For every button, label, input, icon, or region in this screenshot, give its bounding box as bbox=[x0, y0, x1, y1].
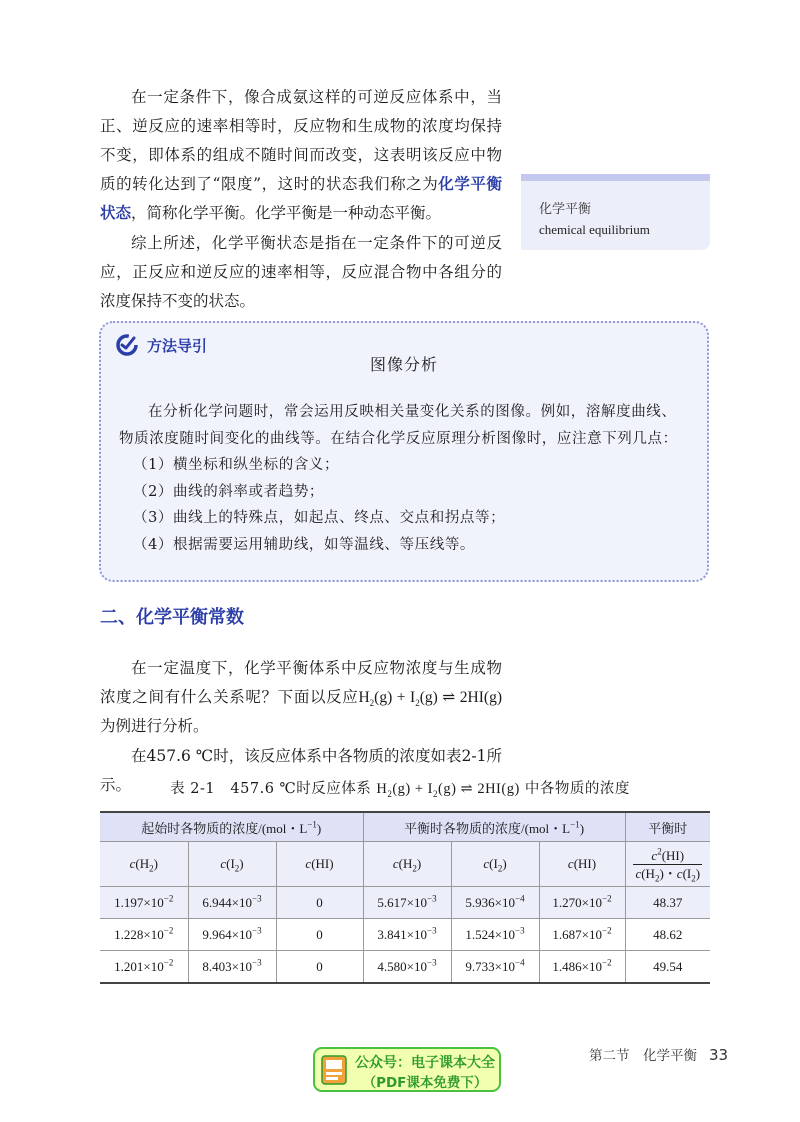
cell: $9.964\times 10^{-3}$ bbox=[188, 919, 276, 951]
ratio-fraction: $\frac{c^2(HI)}{c(H_2)・c(I_2)}$ bbox=[635, 846, 701, 884]
intro-paragraph-2: 综上所述，化学平衡状态是指在一定条件下的可逆反应，正反应和逆反应的速率相等，反应混合物中各组分的浓度保持不变的状态。 bbox=[100, 234, 502, 310]
table-row bbox=[100, 919, 710, 951]
header-ratio-group: 平衡时 bbox=[625, 812, 710, 842]
col-hi-initial: c(HI) bbox=[276, 842, 363, 887]
cell: $5.617\times 10^{-3}$ bbox=[363, 887, 451, 919]
cell: 48.62 bbox=[625, 919, 710, 951]
cell: $1.270\times 10^{-2}$ bbox=[539, 887, 625, 919]
section-paragraph-2: 在457.6 ℃时，该反应体系中各物质的浓度如表2-1所示。 bbox=[100, 747, 502, 794]
method-guide-title: 图像分析 bbox=[369, 355, 438, 374]
cell: 0 bbox=[276, 951, 363, 984]
table-header-group-row bbox=[100, 812, 710, 842]
method-guide-item: （3）曲线上的特殊点，如起点、终点、交点和拐点等； bbox=[133, 510, 506, 526]
cell: $9.733\times 10^{-4}$ bbox=[451, 951, 539, 984]
table-row bbox=[100, 887, 710, 919]
glossary-term-en: chemical equilibrium bbox=[539, 222, 650, 237]
sidebar-accent-bar bbox=[521, 174, 710, 181]
cell: $8.403\times 10^{-3}$ bbox=[188, 951, 276, 984]
reaction-equation: $H_2(g) + I_2(g)$ ⇌ 2HI(g) bbox=[358, 689, 502, 709]
method-guide-intro: 在分析化学问题时，常会运用反映相关量变化关系的图像。例如，溶解度曲线、物质浓度随时间变化的曲线等。在结合化学反应原理分析图像时，应注意下列几点： bbox=[119, 404, 678, 447]
book-icon bbox=[320, 1054, 348, 1086]
col-hi-equil: c(HI) bbox=[539, 842, 625, 887]
col-h2-equil: $c(H_2)$ bbox=[363, 842, 451, 887]
col-h2-initial: $c(H_2)$ bbox=[100, 842, 188, 887]
method-guide-item: （4）根据需要运用辅助线，如等温线、等压线等。 bbox=[133, 536, 476, 553]
cell: 0 bbox=[276, 887, 363, 919]
intro-paragraph-1: 在一定条件下，像合成氨这样的可逆反应体系中，当正、逆反应的速率相等时，反应物和生成物的浓度均保持不变，即体系的组成不随时间而改变，这表明该反应中物质的转化达到了“限度”，这时的状态我们称之为化学平衡状态，简称化学平衡。化学平衡是一种动态平衡。 bbox=[100, 88, 502, 222]
cell: $3.841\times 10^{-3}$ bbox=[363, 919, 451, 951]
table-caption: 表 2-1 457.6 ℃时反应体系 $H_2(g) + I_2(g)$ ⇌ 2HI(g) 中各物质的浓度 bbox=[170, 781, 630, 799]
col-ratio bbox=[625, 842, 710, 887]
col-i2-equil: $c(I_2)$ bbox=[451, 842, 539, 887]
cell: $6.944\times 10^{-3}$ bbox=[188, 887, 276, 919]
page-number: 33 bbox=[709, 1046, 729, 1064]
term-chemical-equilibrium-state: 化学平衡状态 bbox=[100, 175, 502, 222]
col-i2-initial: $c(I_2)$ bbox=[188, 842, 276, 887]
method-guide-label: 方法导引 bbox=[147, 336, 208, 355]
table-row bbox=[100, 951, 710, 984]
cell: $1.524\times 10^{-3}$ bbox=[451, 919, 539, 951]
cell: $1.687\times 10^{-2}$ bbox=[539, 919, 625, 951]
cell: $1.486\times 10^{-2}$ bbox=[539, 951, 625, 984]
table-header-row bbox=[100, 842, 710, 887]
method-guide-body bbox=[119, 399, 691, 558]
footer-section: 第二节 化学平衡 bbox=[589, 1048, 697, 1064]
cell: 0 bbox=[276, 919, 363, 951]
method-guide-box bbox=[99, 321, 709, 582]
watermark-line-2: （PDF课本免费下） bbox=[362, 1075, 488, 1091]
cell: $1.197\times 10^{-2}$ bbox=[100, 887, 188, 919]
cell: $1.228\times 10^{-2}$ bbox=[100, 919, 188, 951]
glossary-sidebar bbox=[521, 174, 710, 250]
cell: 48.37 bbox=[625, 887, 710, 919]
header-equilibrium: 平衡时各物质的浓度/(mol・$L^{-1}$) bbox=[363, 812, 625, 842]
intro-text bbox=[100, 83, 502, 316]
watermark-stamp bbox=[313, 1047, 501, 1092]
method-guide-item: （2）曲线的斜率或者趋势； bbox=[133, 483, 325, 500]
concentration-table bbox=[100, 811, 710, 984]
page-footer bbox=[589, 1044, 728, 1064]
section-paragraph-1: 在一定温度下，化学平衡体系中反应物浓度与生成物浓度之间有什么关系呢？下面以反应$H_2(g) + I_2(g)$ ⇌ 2HI(g)为例进行分析。 bbox=[100, 659, 502, 735]
cell: $1.201\times 10^{-2}$ bbox=[100, 951, 188, 984]
watermark-line-1: 公众号：电子课本大全 bbox=[355, 1055, 495, 1071]
cell: $5.936\times 10^{-4}$ bbox=[451, 887, 539, 919]
header-initial: 起始时各物质的浓度/(mol・$L^{-1}$) bbox=[100, 812, 363, 842]
cell: 49.54 bbox=[625, 951, 710, 984]
section-heading: 二、化学平衡常数 bbox=[100, 607, 244, 628]
method-guide-item: （1）横坐标和纵坐标的含义； bbox=[133, 457, 340, 473]
cell: $4.580\times 10^{-3}$ bbox=[363, 951, 451, 984]
glossary-term-zh: 化学平衡 bbox=[539, 202, 592, 217]
